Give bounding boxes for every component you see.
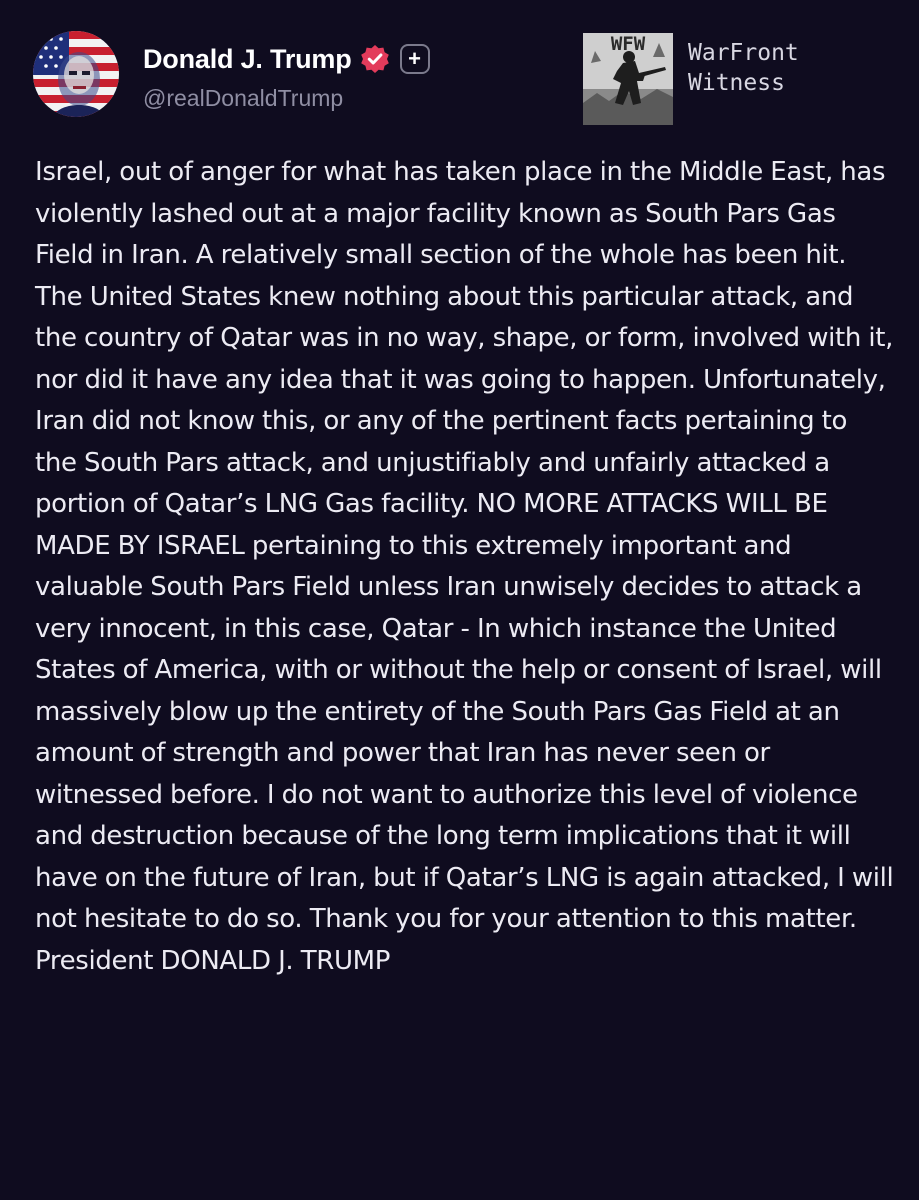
watermark-name (688, 38, 799, 98)
verified-badge-icon (360, 44, 390, 74)
author-identity (143, 41, 430, 112)
post-header (33, 31, 893, 121)
post-body-text: Israel, out of anger for what has taken place in the Middle East, has violently lashed out at a major facility known as South Pars Gas Field in Iran. A relatively small section of the whole has been hit. The United States knew nothing about this particular attack, and the country of Qatar was in no way, shape, or form, involved with it, nor did it have any idea that it was going to happen. Unfortunately, Iran did not know this, or any of the pertinent facts pertaining to the South Pars attack, and unjustifiably and unfairly attacked a portion of Qatar’s LNG Gas facility. NO MORE ATTACKS WILL BE MADE BY ISRAEL pertaining to this extremely important and valuable South Pars Field unless Iran unwisely decides to attack a very innocent, in this case, Qatar - In which instance the United States of America, with or without the help or consent of Israel, will massively blow up the entirety of the South Pars Gas Field at an amount of strength and power that Iran has never seen or witnessed before. I do not want to authorize this level of violence and destruction because of the long term implications that it will have on the future of Iran, but if Qatar’s LNG is again attacked, I will not hesitate to do so. Thank you for your attention to this matter. President DONALD J. TRUMP (35, 157, 894, 976)
name-row (143, 41, 430, 77)
watermark-logo-icon (583, 33, 673, 125)
display-name[interactable]: Donald J. Trump (143, 43, 352, 74)
flag-portrait-avatar-icon (33, 31, 119, 117)
watermark-logo-text: WFW (610, 33, 646, 55)
avatar[interactable] (33, 31, 119, 117)
watermark-name-line1: WarFront (688, 40, 799, 66)
watermark-name-line2: Witness (688, 70, 785, 96)
author-handle[interactable]: @realDonaldTrump (143, 85, 344, 111)
watermark (583, 33, 873, 125)
plus-badge-icon: + (400, 44, 430, 74)
